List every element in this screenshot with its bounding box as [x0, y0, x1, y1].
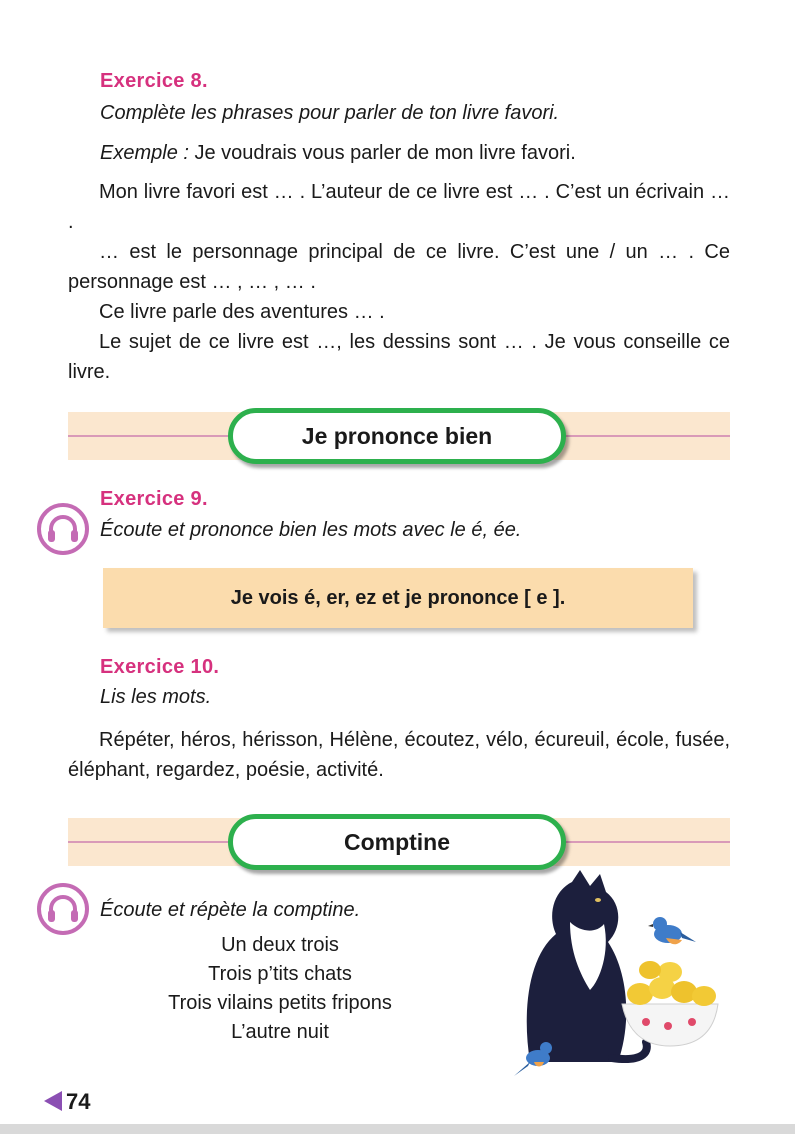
pronunciation-rule-box: Je vois é, er, ez et je prononce [ e ]. [103, 568, 693, 628]
exercise-8-paragraph: Ce livre parle des aventures … . [99, 301, 385, 323]
headphones-icon[interactable] [36, 502, 90, 556]
example-text: Je voudrais vous parler de mon livre favori. [188, 142, 576, 164]
exercise-8-paragraph: Mon livre favori est … . L’auteur de ce livre est … . C’est un écrivain … . [68, 181, 730, 233]
comptine-line: Un deux trois [221, 934, 339, 956]
exercise-8-example [100, 138, 576, 168]
comptine-line: L’autre nuit [231, 1021, 329, 1043]
cat-birds-lemons-illustration [500, 862, 740, 1092]
page-bottom-edge [0, 1124, 795, 1134]
comptine-line: Trois p’tits chats [208, 963, 352, 985]
exercise-9-instruction: Écoute et prononce bien les mots avec le é, ée. [100, 519, 522, 541]
exercise-8-text [68, 177, 730, 387]
exercise-9-title: Exercice 9. [100, 488, 208, 510]
triangle-left-icon [44, 1091, 62, 1111]
exercise-10-instruction: Lis les mots. [100, 686, 212, 708]
exercise-8-title: Exercice 8. [100, 70, 208, 92]
section-title-comptine: Comptine [228, 814, 566, 870]
comptine-instruction: Écoute et répète la comptine. [100, 899, 361, 921]
page-number: 74 [66, 1089, 91, 1114]
exercise-8-paragraph: … est le personnage principal de ce livre. C’est une / un … . Ce personnage est … , … , … . [68, 241, 730, 293]
example-label: Exemple : [100, 142, 189, 164]
exercise-10-title: Exercice 10. [100, 656, 220, 678]
exercise-10-word-list: Répéter, héros, hérisson, Hélène, écoutez, vélo, écureuil, école, fusée, éléphant, regardez, poésie, activité. [68, 729, 730, 781]
exercise-8-instruction: Complète les phrases pour parler de ton livre favori. [100, 102, 560, 124]
exercise-8-paragraph: Le sujet de ce livre est …, les dessins sont … . Je vous conseille ce livre. [68, 331, 730, 383]
headphones-icon[interactable] [36, 882, 90, 936]
comptine-line: Trois vilains petits fripons [168, 992, 392, 1014]
comptine-lines [100, 931, 460, 1047]
section-title-pronunciation: Je prononce bien [228, 408, 566, 464]
